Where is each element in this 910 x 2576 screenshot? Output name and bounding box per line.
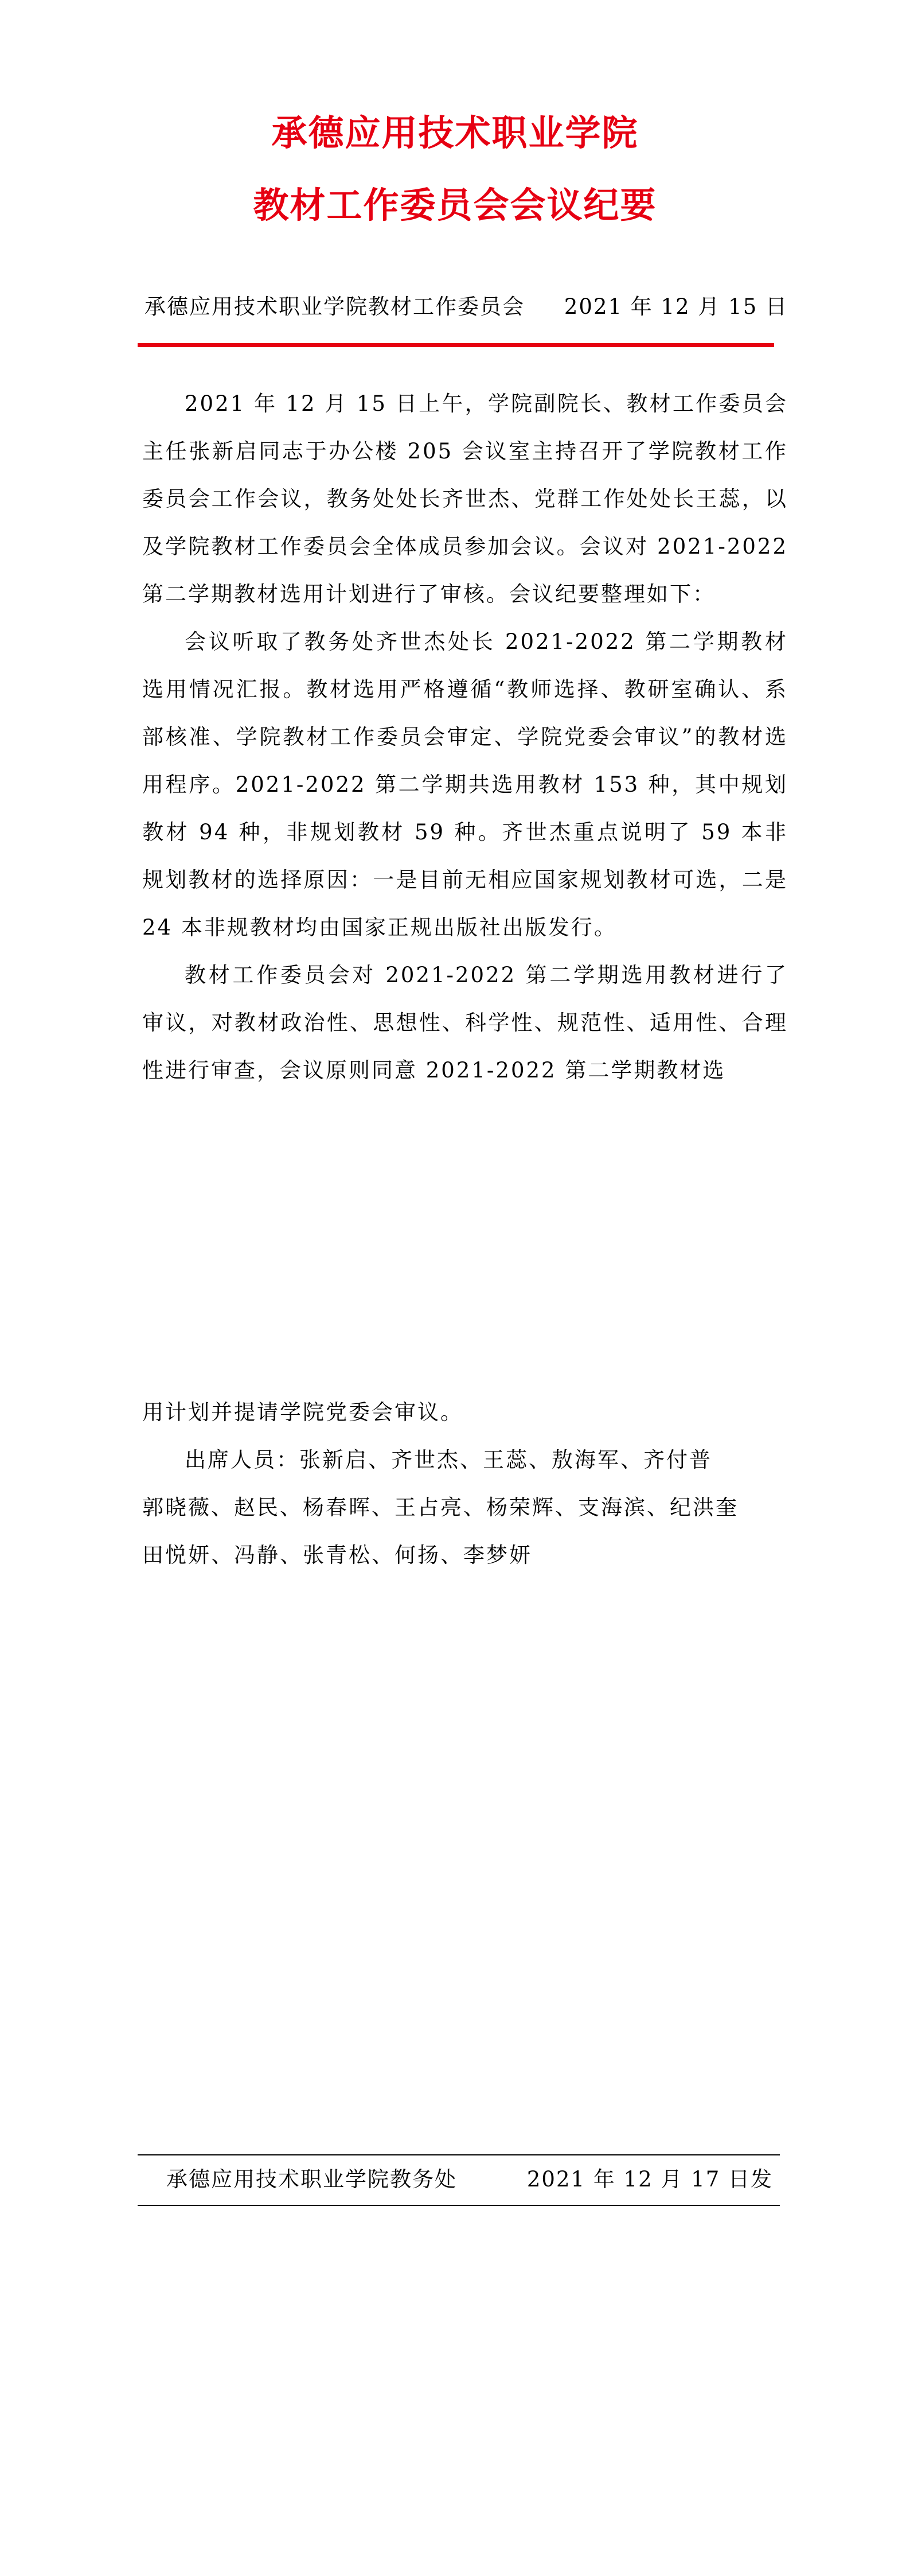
document-title-line1: 承德应用技术职业学院 (271, 112, 639, 154)
attendees-line1: 出席人员：张新启、齐世杰、王蕊、敖海军、齐付普 (185, 1447, 712, 1472)
red-divider (138, 343, 774, 347)
document-footer (166, 2164, 773, 2195)
header-issuer: 承德应用技术职业学院教材工作委员会 (144, 294, 525, 319)
footer-date: 2021 年 12 月 17 日发 (526, 2167, 773, 2192)
attendees-line3: 田悦妍、冯静、张青松、何扬、李梦妍 (142, 1543, 532, 1567)
paragraph-report: 会议听取了教务处齐世杰处长 2021-2022 第二学期教材选用情况汇报。教材选用严格遵循“教师选择、教研室确认、系部核准、学院教材工作委员会审定、学院党委会审议”的教材选用程序。2021-2022 第二学期共选用教材 153 种，其中规划教材 94 种，非规划教材 59 种。齐世杰重点说明了 59 本非规划教材的选择原因：一是目前无相应国家规划教材可选，二是 24 本非规教材均由国家正规出版社出版发行。 (142, 629, 788, 940)
document-title-line2: 教材工作委员会会议纪要 (253, 184, 657, 226)
document-header (144, 293, 788, 321)
document-body-part1 (142, 380, 788, 1094)
paragraph-review: 教材工作委员会对 2021-2022 第二学期选用教材进行了审议，对教材政治性、思想性、科学性、规范性、适用性、合理性进行审查，会议原则同意 2021-2022 第二学期教材选 (142, 963, 788, 1083)
footer-bottom-rule (138, 2205, 780, 2206)
header-date: 2021 年 12 月 15 日 (564, 294, 788, 319)
attendees-line2: 郭晓薇、赵民、杨春晖、王占亮、杨荣辉、支海滨、纪洪奎 (142, 1495, 739, 1520)
footer-issuer: 承德应用技术职业学院教务处 (166, 2167, 457, 2192)
paragraph-intro: 2021 年 12 月 15 日上午，学院副院长、教材工作委员会主任张新启同志于办公楼 205 会议室主持召开了学院教材工作委员会工作会议，教务处处长齐世杰、党群工作处处长王蕊，以及学院教材工作委员会全体成员参加会议。会议对 2021-2022 第二学期教材选用计划进行了审核。会议纪要整理如下： (142, 391, 788, 606)
paragraph-review-continued: 用计划并提请学院党委会审议。 (142, 1400, 463, 1425)
footer-top-rule (138, 2154, 780, 2155)
document-body-part2 (142, 1388, 788, 1579)
